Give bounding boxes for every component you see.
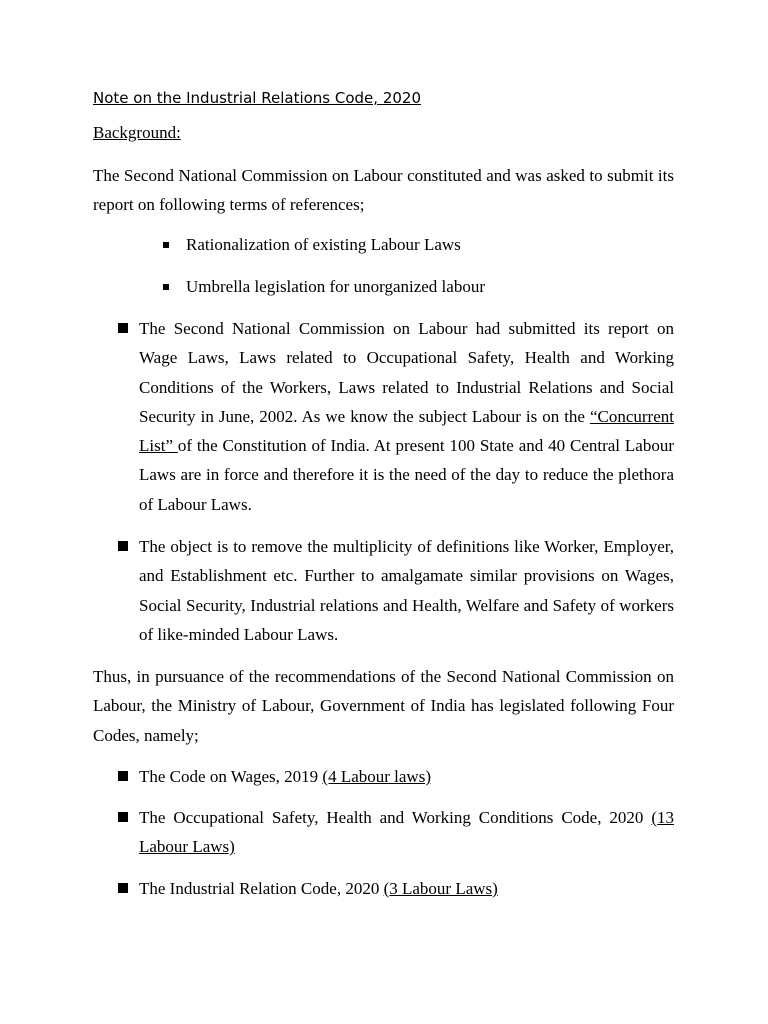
document-title: Note on the Industrial Relations Code, 2020 bbox=[93, 89, 421, 107]
code-name: The Code on Wages, 2019 bbox=[139, 767, 323, 786]
code-name: The Occupational Safety, Health and Working Conditions Code, 2020 bbox=[139, 808, 652, 827]
list-item-text: The object is to remove the multiplicity of definitions like Worker, Employer, and Establishment etc. Further to amalgamate similar provisions on Wages, Social Security, Industrial relations and Health, Welfare and Safety of workers of like-minded Labour Laws. bbox=[139, 537, 674, 644]
square-bullet-icon bbox=[118, 541, 128, 551]
list-item-text: Umbrella legislation for unorganized labour bbox=[186, 277, 485, 296]
code-law-count: (4 Labour laws) bbox=[322, 767, 431, 786]
list-item-text bbox=[139, 762, 674, 791]
concurrent-list-reference: “Concurrent List” bbox=[139, 406, 674, 456]
list-item-text bbox=[139, 803, 674, 862]
conclusion-paragraph: Thus, in pursuance of the recommendations of the Second National Commission on Labour, the Ministry of Labour, Government of India has legislated following Four Codes, namely; bbox=[93, 667, 674, 745]
intro-paragraph: The Second National Commission on Labour constituted and was asked to submit its report on following terms of references; bbox=[93, 166, 674, 215]
square-bullet-icon bbox=[118, 812, 128, 822]
square-bullet-icon bbox=[118, 323, 128, 333]
square-bullet-icon bbox=[163, 242, 169, 248]
square-bullet-icon bbox=[118, 883, 128, 893]
list-item-text: Rationalization of existing Labour Laws bbox=[186, 235, 461, 254]
code-law-count: (3 Labour Laws) bbox=[383, 879, 498, 898]
square-bullet-icon bbox=[118, 771, 128, 781]
code-name: The Industrial Relation Code, 2020 bbox=[139, 879, 384, 898]
background-heading: Background: bbox=[93, 123, 181, 142]
point-text: of the Constitution of India. At present 100 State and 40 Central Labour Laws are in force and therefore it is the need of the day to reduce the plethora of Labour Laws. bbox=[139, 436, 674, 514]
list-item-text bbox=[139, 874, 674, 903]
code-law-count: (13 Labour Laws) bbox=[139, 808, 674, 857]
square-bullet-icon bbox=[163, 284, 169, 290]
list-item-text bbox=[139, 314, 674, 519]
point-text: The Second National Commission on Labour had submitted its report on Wage Laws, Laws related to Occupational Safety, Health and Working Conditions of the Workers, Laws related to Industrial Relations and Social Security in June, 2002. As we know the subject Labour is on the bbox=[139, 319, 674, 426]
